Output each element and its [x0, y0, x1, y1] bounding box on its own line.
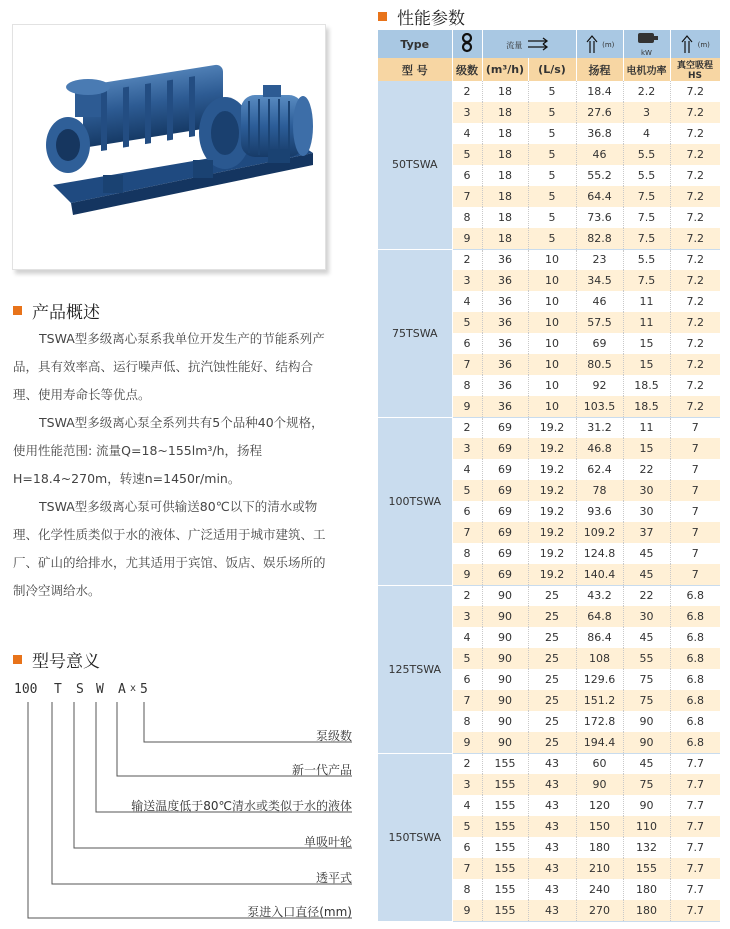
cell-flow-ls: 5 [528, 102, 576, 123]
orange-square-bullet [378, 12, 387, 21]
cell-stages: 9 [452, 564, 482, 585]
overview-title: 产品概述 [32, 303, 100, 323]
cell-head: 92 [576, 375, 623, 396]
cell-motor-power: 132 [623, 837, 670, 858]
cell-stages: 9 [452, 732, 482, 753]
cell-flow-m3h: 36 [482, 396, 528, 417]
cell-flow-m3h: 36 [482, 333, 528, 354]
cell-suction-lift: 7.2 [670, 186, 720, 207]
cell-suction-lift: 7.2 [670, 81, 720, 102]
cell-flow-ls: 10 [528, 396, 576, 417]
cell-motor-power: 30 [623, 606, 670, 627]
overview-paragraph: TSWA型多级离心泵全系列共有5个品种40个规格，使用性能范围: 流量Q=18~155lm³/h，扬程H=18.4~270m，转速n=1450r/min。 [13, 415, 324, 486]
cell-suction-lift: 7 [670, 480, 720, 501]
cell-motor-power: 5.5 [623, 165, 670, 186]
cell-flow-m3h: 90 [482, 690, 528, 711]
cell-stages: 9 [452, 228, 482, 249]
cell-flow-ls: 19.2 [528, 501, 576, 522]
cell-flow-ls: 19.2 [528, 480, 576, 501]
cell-head: 129.6 [576, 669, 623, 690]
cell-suction-lift: 7.2 [670, 102, 720, 123]
cell-suction-lift: 7.7 [670, 774, 720, 795]
motor-unit: kW [641, 48, 652, 57]
legend-stages: 泵级数 [315, 729, 352, 743]
cell-flow-m3h: 18 [482, 144, 528, 165]
cell-flow-m3h: 18 [482, 123, 528, 144]
legend-new-generation: 新一代产品 [291, 763, 352, 777]
cell-head: 57.5 [576, 312, 623, 333]
cell-motor-power: 18.5 [623, 396, 670, 417]
cell-head: 46 [576, 144, 623, 165]
cell-flow-m3h: 18 [482, 228, 528, 249]
overview-paragraph: TSWA型多级离心泵系我单位开发生产的节能系列产品，具有效率高、运行噪声低、抗汽蚀性能好、结构合理、使用寿命长等优点。 [13, 331, 325, 402]
cell-suction-lift: 7.2 [670, 144, 720, 165]
code-diameter: 100 [14, 682, 38, 697]
cell-stages: 7 [452, 522, 482, 543]
cell-stages: 2 [452, 753, 482, 774]
legend-single-suction: 单吸叶轮 [303, 835, 352, 849]
cell-flow-m3h: 18 [482, 207, 528, 228]
params-title: 性能参数 [397, 9, 465, 29]
cell-head: 34.5 [576, 270, 623, 291]
cell-stages: 3 [452, 438, 482, 459]
cell-motor-power: 110 [623, 816, 670, 837]
flow-label: 流量 [506, 41, 523, 50]
cell-flow-m3h: 155 [482, 753, 528, 774]
cell-suction-lift: 7.2 [670, 396, 720, 417]
cell-motor-power: 7.5 [623, 186, 670, 207]
cell-flow-m3h: 90 [482, 711, 528, 732]
cell-head: 172.8 [576, 711, 623, 732]
cell-suction-lift: 7.2 [670, 207, 720, 228]
cell-stages: 5 [452, 648, 482, 669]
cell-suction-lift: 7 [670, 564, 720, 585]
cell-flow-ls: 25 [528, 732, 576, 753]
cell-flow-ls: 43 [528, 837, 576, 858]
cell-motor-power: 15 [623, 354, 670, 375]
cell-flow-ls: 43 [528, 900, 576, 921]
cell-suction-lift: 6.8 [670, 585, 720, 606]
cell-stages: 8 [452, 207, 482, 228]
model-legend-lines [0, 0, 360, 929]
cell-flow-ls: 25 [528, 585, 576, 606]
cell-stages: 5 [452, 144, 482, 165]
cell-flow-ls: 10 [528, 375, 576, 396]
cell-motor-power: 2.2 [623, 81, 670, 102]
cell-stages: 9 [452, 396, 482, 417]
cell-stages: 5 [452, 312, 482, 333]
cell-flow-ls: 5 [528, 81, 576, 102]
cell-suction-lift: 7.7 [670, 753, 720, 774]
cell-head: 31.2 [576, 417, 623, 438]
cell-head: 109.2 [576, 522, 623, 543]
cell-flow-m3h: 69 [482, 459, 528, 480]
cell-flow-m3h: 36 [482, 312, 528, 333]
cell-flow-ls: 10 [528, 354, 576, 375]
cell-head: 103.5 [576, 396, 623, 417]
cell-flow-ls: 19.2 [528, 417, 576, 438]
cell-head: 78 [576, 480, 623, 501]
suction-unit: (m) [697, 41, 710, 49]
cell-flow-ls: 43 [528, 795, 576, 816]
cell-suction-lift: 7.7 [670, 858, 720, 879]
cell-flow-m3h: 155 [482, 774, 528, 795]
cell-suction-lift: 6.8 [670, 711, 720, 732]
cell-flow-ls: 43 [528, 753, 576, 774]
cell-stages: 7 [452, 186, 482, 207]
cell-flow-m3h: 36 [482, 375, 528, 396]
cell-flow-m3h: 155 [482, 858, 528, 879]
model-cell: 125TSWA [378, 585, 452, 753]
cell-head: 23 [576, 249, 623, 270]
cell-motor-power: 22 [623, 459, 670, 480]
cell-flow-ls: 19.2 [528, 543, 576, 564]
cell-head: 62.4 [576, 459, 623, 480]
cell-flow-m3h: 90 [482, 627, 528, 648]
cell-stages: 6 [452, 165, 482, 186]
cell-flow-ls: 43 [528, 879, 576, 900]
cell-head: 108 [576, 648, 623, 669]
code-s: S [76, 682, 84, 697]
cell-motor-power: 45 [623, 627, 670, 648]
cell-flow-ls: 5 [528, 144, 576, 165]
legend-temperature: 输送温度低于80℃清水或类似于水的液体 [131, 799, 352, 813]
cell-stages: 5 [452, 816, 482, 837]
cell-motor-power: 90 [623, 711, 670, 732]
cell-head: 55.2 [576, 165, 623, 186]
cell-stages: 3 [452, 270, 482, 291]
table-row [378, 753, 720, 774]
cell-stages: 2 [452, 249, 482, 270]
cell-suction-lift: 7.7 [670, 879, 720, 900]
cell-flow-ls: 19.2 [528, 459, 576, 480]
cell-flow-ls: 25 [528, 711, 576, 732]
code-w: W [96, 682, 104, 697]
cell-flow-ls: 25 [528, 690, 576, 711]
cell-flow-m3h: 18 [482, 165, 528, 186]
cell-motor-power: 5.5 [623, 144, 670, 165]
cell-flow-ls: 43 [528, 774, 576, 795]
flow-arrows-icon [526, 37, 552, 51]
cell-stages: 8 [452, 879, 482, 900]
table-header-labels [378, 58, 720, 81]
cell-suction-lift: 7.7 [670, 816, 720, 837]
motor-icon [635, 31, 659, 45]
cell-stages: 3 [452, 774, 482, 795]
cell-stages: 4 [452, 795, 482, 816]
cell-motor-power: 15 [623, 438, 670, 459]
cell-flow-m3h: 18 [482, 81, 528, 102]
cell-flow-m3h: 155 [482, 900, 528, 921]
cell-suction-lift: 7 [670, 501, 720, 522]
table-row [378, 417, 720, 438]
model-cell: 100TSWA [378, 417, 452, 585]
header-motor-power: 电机功率 [623, 58, 670, 81]
cell-stages: 3 [452, 606, 482, 627]
cell-suction-lift: 7.2 [670, 375, 720, 396]
cell-motor-power: 18.5 [623, 375, 670, 396]
cell-suction-lift: 6.8 [670, 648, 720, 669]
cell-suction-lift: 6.8 [670, 669, 720, 690]
cell-stages: 7 [452, 858, 482, 879]
cell-motor-power: 5.5 [623, 249, 670, 270]
cell-head: 80.5 [576, 354, 623, 375]
cell-motor-power: 11 [623, 291, 670, 312]
cell-flow-m3h: 36 [482, 291, 528, 312]
cell-suction-lift: 7.2 [670, 228, 720, 249]
cell-stages: 2 [452, 585, 482, 606]
cell-head: 36.8 [576, 123, 623, 144]
cell-flow-m3h: 69 [482, 543, 528, 564]
cell-suction-lift: 7.2 [670, 123, 720, 144]
cell-flow-m3h: 90 [482, 606, 528, 627]
cell-suction-lift: 7.2 [670, 165, 720, 186]
cell-stages: 4 [452, 627, 482, 648]
cell-flow-m3h: 69 [482, 417, 528, 438]
cell-head: 210 [576, 858, 623, 879]
cell-flow-m3h: 36 [482, 354, 528, 375]
cell-stages: 7 [452, 354, 482, 375]
cell-motor-power: 180 [623, 879, 670, 900]
cell-flow-m3h: 155 [482, 879, 528, 900]
cell-flow-ls: 25 [528, 606, 576, 627]
cell-flow-m3h: 90 [482, 732, 528, 753]
cell-head: 86.4 [576, 627, 623, 648]
cell-motor-power: 7.5 [623, 207, 670, 228]
up-arrow-icon [585, 34, 599, 54]
cell-head: 73.6 [576, 207, 623, 228]
cell-flow-ls: 10 [528, 270, 576, 291]
cell-head: 151.2 [576, 690, 623, 711]
cell-stages: 4 [452, 459, 482, 480]
cell-flow-ls: 10 [528, 249, 576, 270]
cell-stages: 6 [452, 837, 482, 858]
cell-suction-lift: 6.8 [670, 627, 720, 648]
cell-head: 90 [576, 774, 623, 795]
cell-motor-power: 45 [623, 753, 670, 774]
cell-flow-m3h: 90 [482, 669, 528, 690]
cell-head: 46 [576, 291, 623, 312]
header-suction-lift: 真空吸程HS [670, 58, 720, 81]
cell-head: 82.8 [576, 228, 623, 249]
cell-stages: 9 [452, 900, 482, 921]
cell-flow-ls: 5 [528, 207, 576, 228]
cell-motor-power: 75 [623, 690, 670, 711]
table-row [378, 249, 720, 270]
cell-motor-power: 45 [623, 543, 670, 564]
cell-motor-power: 37 [623, 522, 670, 543]
cell-stages: 2 [452, 81, 482, 102]
cell-flow-ls: 25 [528, 669, 576, 690]
cell-head: 140.4 [576, 564, 623, 585]
cell-flow-ls: 43 [528, 816, 576, 837]
cell-stages: 6 [452, 501, 482, 522]
cell-stages: 2 [452, 417, 482, 438]
flow-icon-cell [482, 30, 576, 58]
cell-suction-lift: 7.2 [670, 333, 720, 354]
stage-icon [460, 33, 474, 53]
table-row [378, 81, 720, 102]
cell-suction-lift: 7 [670, 417, 720, 438]
cell-motor-power: 22 [623, 585, 670, 606]
cell-flow-m3h: 155 [482, 816, 528, 837]
cell-suction-lift: 7.2 [670, 270, 720, 291]
cell-head: 194.4 [576, 732, 623, 753]
cell-motor-power: 180 [623, 900, 670, 921]
model-cell: 150TSWA [378, 753, 452, 921]
code-t: T [54, 682, 62, 697]
cell-head: 64.4 [576, 186, 623, 207]
cell-stages: 5 [452, 480, 482, 501]
cell-flow-m3h: 69 [482, 564, 528, 585]
cell-motor-power: 75 [623, 669, 670, 690]
params-section-title [378, 4, 465, 29]
cell-head: 240 [576, 879, 623, 900]
cell-head: 150 [576, 816, 623, 837]
cell-suction-lift: 7.2 [670, 249, 720, 270]
header-flow-ls: (L/s) [528, 58, 576, 81]
performance-table [378, 30, 721, 922]
cell-motor-power: 30 [623, 480, 670, 501]
cell-motor-power: 3 [623, 102, 670, 123]
cell-flow-ls: 10 [528, 312, 576, 333]
cell-flow-m3h: 18 [482, 102, 528, 123]
legend-turbine: 透平式 [315, 871, 352, 885]
cell-flow-m3h: 155 [482, 837, 528, 858]
cell-flow-ls: 19.2 [528, 522, 576, 543]
head-unit: (m) [602, 41, 615, 49]
cell-flow-ls: 25 [528, 648, 576, 669]
cell-flow-m3h: 155 [482, 795, 528, 816]
overview-paragraph: TSWA型多级离心泵可供输送80℃以下的清水或物理、化学性质类似于水的液体、广泛适用于城市建筑、工厂、矿山的给排水，尤其适用于宾馆、饭店、娱乐场所的制冷空调给水。 [13, 499, 326, 598]
cell-flow-m3h: 18 [482, 186, 528, 207]
cell-suction-lift: 6.8 [670, 732, 720, 753]
header-head: 扬程 [576, 58, 623, 81]
cell-flow-m3h: 69 [482, 438, 528, 459]
cell-flow-m3h: 36 [482, 270, 528, 291]
cell-stages: 4 [452, 291, 482, 312]
cell-flow-ls: 10 [528, 291, 576, 312]
cell-flow-m3h: 69 [482, 522, 528, 543]
cell-suction-lift: 7.2 [670, 312, 720, 333]
cell-head: 69 [576, 333, 623, 354]
stage-icon-cell [452, 30, 482, 58]
suction-icon-cell [670, 30, 720, 58]
cell-flow-m3h: 69 [482, 501, 528, 522]
cell-motor-power: 11 [623, 417, 670, 438]
cell-stages: 8 [452, 711, 482, 732]
cell-motor-power: 75 [623, 774, 670, 795]
cell-stages: 8 [452, 543, 482, 564]
header-stages: 级数 [452, 58, 482, 81]
cell-suction-lift: 7.2 [670, 354, 720, 375]
cell-motor-power: 90 [623, 732, 670, 753]
cell-flow-ls: 5 [528, 228, 576, 249]
cell-motor-power: 4 [623, 123, 670, 144]
cell-stages: 6 [452, 669, 482, 690]
cell-motor-power: 30 [623, 501, 670, 522]
cell-head: 180 [576, 837, 623, 858]
cell-stages: 4 [452, 123, 482, 144]
cell-suction-lift: 6.8 [670, 690, 720, 711]
cell-flow-m3h: 36 [482, 249, 528, 270]
cell-flow-m3h: 69 [482, 480, 528, 501]
code-a: A [118, 682, 126, 697]
table-header-icons [378, 30, 720, 58]
cell-suction-lift: 7.7 [670, 837, 720, 858]
cell-flow-ls: 5 [528, 165, 576, 186]
cell-suction-lift: 7 [670, 459, 720, 480]
cell-head: 43.2 [576, 585, 623, 606]
header-type: Type [378, 30, 452, 58]
code-x: x [130, 683, 137, 694]
cell-suction-lift: 7.2 [670, 291, 720, 312]
cell-motor-power: 15 [623, 333, 670, 354]
cell-stages: 6 [452, 333, 482, 354]
cell-motor-power: 7.5 [623, 228, 670, 249]
up-arrow-icon [680, 34, 694, 54]
cell-head: 18.4 [576, 81, 623, 102]
cell-motor-power: 155 [623, 858, 670, 879]
motor-icon-cell [623, 30, 670, 58]
model-cell: 75TSWA [378, 249, 452, 417]
cell-motor-power: 90 [623, 795, 670, 816]
cell-flow-ls: 19.2 [528, 564, 576, 585]
cell-stages: 8 [452, 375, 482, 396]
cell-suction-lift: 7.7 [670, 795, 720, 816]
cell-flow-ls: 43 [528, 858, 576, 879]
code-stages: 5 [140, 682, 148, 697]
cell-flow-ls: 10 [528, 333, 576, 354]
cell-suction-lift: 7.7 [670, 900, 720, 921]
cell-flow-ls: 19.2 [528, 438, 576, 459]
model-title: 型号意义 [32, 652, 100, 672]
cell-head: 120 [576, 795, 623, 816]
cell-head: 93.6 [576, 501, 623, 522]
cell-head: 46.8 [576, 438, 623, 459]
cell-head: 124.8 [576, 543, 623, 564]
model-cell: 50TSWA [378, 81, 452, 249]
cell-motor-power: 11 [623, 312, 670, 333]
cell-head: 64.8 [576, 606, 623, 627]
cell-suction-lift: 7 [670, 543, 720, 564]
cell-motor-power: 45 [623, 564, 670, 585]
table-row [378, 585, 720, 606]
header-model: 型 号 [378, 58, 452, 81]
cell-flow-ls: 25 [528, 627, 576, 648]
cell-motor-power: 55 [623, 648, 670, 669]
cell-head: 27.6 [576, 102, 623, 123]
cell-motor-power: 7.5 [623, 270, 670, 291]
legend-inlet-diameter: 泵进入口直径(mm) [247, 905, 352, 919]
cell-head: 60 [576, 753, 623, 774]
head-icon-cell [576, 30, 623, 58]
header-flow-m3h: (m³/h) [482, 58, 528, 81]
cell-suction-lift: 7 [670, 522, 720, 543]
cell-stages: 7 [452, 690, 482, 711]
cell-stages: 3 [452, 102, 482, 123]
cell-flow-m3h: 90 [482, 585, 528, 606]
cell-flow-m3h: 90 [482, 648, 528, 669]
cell-suction-lift: 6.8 [670, 606, 720, 627]
cell-flow-ls: 5 [528, 123, 576, 144]
cell-suction-lift: 7 [670, 438, 720, 459]
cell-head: 270 [576, 900, 623, 921]
cell-flow-ls: 5 [528, 186, 576, 207]
